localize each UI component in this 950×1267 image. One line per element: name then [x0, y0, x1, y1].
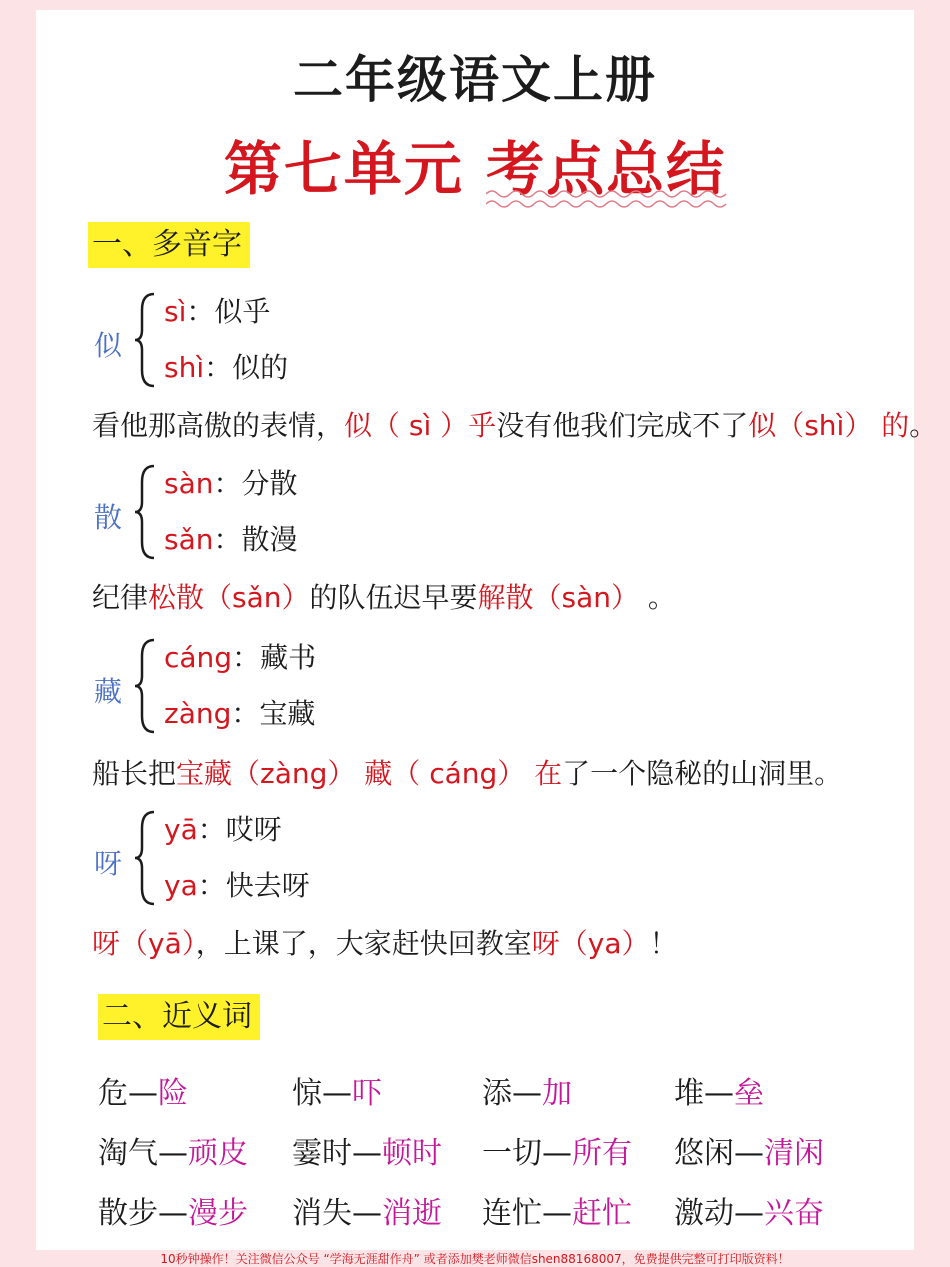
word-b: 消逝 — [382, 1196, 442, 1231]
dash: — — [542, 1196, 572, 1231]
example-word: 哎呀 — [225, 813, 282, 846]
worksheet-page — [36, 10, 938, 1250]
word-b: 漫步 — [188, 1196, 248, 1231]
synonym-pair — [674, 1068, 764, 1112]
synonym-pair — [482, 1128, 632, 1172]
separator: ： — [213, 523, 242, 556]
word-a: 悠闲 — [674, 1136, 734, 1171]
word-b: 险 — [158, 1076, 188, 1111]
synonym-pair — [98, 1068, 188, 1112]
polyphone-char: 呀 — [94, 847, 123, 880]
footer-promo-text: 10秒钟操作！关注微信公众号 “学海无涯甜作舟” 或者添加樊老师微信shen88168007，免费提供完整可打印版资料！ — [160, 1252, 790, 1266]
word-a: 霎时 — [292, 1136, 352, 1171]
word-a: 一切 — [482, 1136, 542, 1171]
word-a: 堆 — [674, 1076, 704, 1111]
brace-icon — [132, 290, 158, 390]
brace-icon — [132, 462, 158, 562]
sentence-highlight: 似（ sì ）乎 — [344, 409, 497, 442]
example-sentence — [92, 922, 678, 962]
page-title: 二年级语文上册 — [293, 51, 657, 109]
word-a: 连忙 — [482, 1196, 542, 1231]
dash: — — [512, 1076, 542, 1111]
example-word: 散漫 — [241, 523, 298, 556]
polyphone-block — [94, 290, 394, 398]
separator: ： — [197, 869, 226, 902]
dash: — — [704, 1076, 734, 1111]
pinyin-reading: shì — [164, 351, 205, 384]
word-a: 激动 — [674, 1196, 734, 1231]
word-a: 淘气 — [98, 1136, 158, 1171]
word-a: 危 — [98, 1076, 128, 1111]
word-b: 加 — [542, 1076, 572, 1111]
sentence-highlight: 松散（sǎn） — [148, 581, 310, 614]
polyphone-block — [94, 462, 394, 570]
example-sentence — [92, 404, 937, 444]
example-sentence — [92, 576, 676, 616]
synonym-pair — [98, 1128, 248, 1172]
polyphone-block — [94, 636, 394, 744]
brace-icon — [132, 808, 158, 908]
synonym-pair — [482, 1188, 632, 1232]
sentence-text: 的队伍迟早要 — [309, 581, 478, 614]
example-word: 分散 — [241, 467, 298, 500]
separator: ： — [232, 641, 261, 674]
example-word: 快去呀 — [225, 869, 310, 902]
page-subtitle: 第七单元 考点总结 — [223, 135, 727, 203]
word-a: 添 — [482, 1076, 512, 1111]
example-word: 宝藏 — [259, 697, 316, 730]
example-sentence — [92, 752, 842, 792]
dash: — — [542, 1136, 572, 1171]
pinyin-reading: ya — [164, 869, 198, 902]
word-a: 惊 — [292, 1076, 322, 1111]
separator: ： — [213, 467, 242, 500]
pinyin-reading: cáng — [164, 641, 233, 674]
word-b: 赶忙 — [572, 1196, 632, 1231]
word-a: 散步 — [98, 1196, 158, 1231]
sentence-highlight: 宝藏（zàng） 藏（ cáng） 在 — [176, 757, 563, 790]
pinyin-reading: yā — [164, 813, 198, 846]
separator: ： — [204, 351, 233, 384]
separator: ： — [231, 697, 260, 730]
sentence-text: 。 — [909, 409, 938, 442]
dash: — — [158, 1136, 188, 1171]
sentence-text: 了一个隐秘的山洞里。 — [562, 757, 843, 790]
pinyin-reading: sǎn — [164, 523, 214, 556]
sentence-text: 看他那高傲的表情， — [92, 409, 345, 442]
word-b: 顽皮 — [188, 1136, 248, 1171]
dash: — — [158, 1196, 188, 1231]
dash: — — [352, 1196, 382, 1231]
synonym-pair — [292, 1068, 382, 1112]
sentence-highlight: 解散（sàn） — [477, 581, 640, 614]
pinyin-reading: sàn — [164, 467, 214, 500]
sentence-text: 船长把 — [92, 757, 177, 790]
synonym-pair — [292, 1188, 442, 1232]
sentence-highlight: 呀（ya） — [531, 927, 650, 960]
example-word: 似的 — [232, 351, 289, 384]
separator: ： — [186, 295, 215, 328]
word-b: 垒 — [734, 1076, 764, 1111]
synonym-pair — [482, 1068, 572, 1112]
pinyin-reading: sì — [164, 295, 187, 328]
word-b: 清闲 — [764, 1136, 824, 1171]
synonym-pair — [674, 1128, 824, 1172]
word-a: 消失 — [292, 1196, 352, 1231]
brace-icon — [132, 636, 158, 736]
sentence-text: 。 — [639, 581, 676, 614]
dash: — — [128, 1076, 158, 1111]
pinyin-reading: zàng — [164, 697, 232, 730]
polyphone-block — [94, 808, 394, 916]
word-b: 顿时 — [382, 1136, 442, 1171]
sentence-text: 纪律 — [92, 581, 149, 614]
synonym-pair — [292, 1128, 442, 1172]
word-b: 所有 — [572, 1136, 632, 1171]
dash: — — [734, 1136, 764, 1171]
separator: ： — [197, 813, 226, 846]
sentence-text: 没有他我们完成不了 — [496, 409, 749, 442]
wavy-underline — [486, 188, 736, 218]
polyphone-char: 似 — [94, 329, 123, 362]
dash: — — [322, 1076, 352, 1111]
section-heading-synonyms: 二、近义词 — [98, 994, 260, 1040]
example-word: 藏书 — [260, 641, 317, 674]
synonym-pair — [674, 1188, 824, 1232]
sentence-highlight: 似（shì） 的 — [748, 409, 910, 442]
synonym-pair — [98, 1188, 248, 1232]
polyphone-char: 散 — [94, 501, 123, 534]
dash: — — [734, 1196, 764, 1231]
polyphone-char: 藏 — [94, 675, 123, 708]
sentence-highlight: 呀（yā） — [92, 927, 196, 960]
sentence-text: ，上课了，大家赶快回教室 — [195, 927, 532, 960]
sentence-text: ！ — [649, 927, 678, 960]
example-word: 似乎 — [214, 295, 271, 328]
word-b: 兴奋 — [764, 1196, 824, 1231]
word-b: 吓 — [352, 1076, 382, 1111]
section-heading-polyphones: 一、多音字 — [88, 222, 250, 268]
dash: — — [352, 1136, 382, 1171]
